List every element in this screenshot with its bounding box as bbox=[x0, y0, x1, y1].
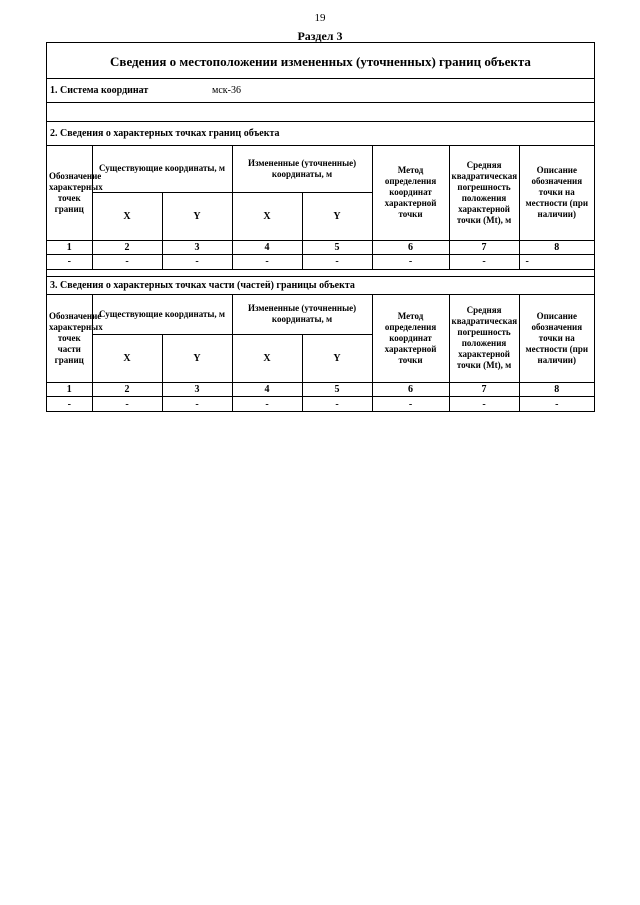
block3-header-point-designation: Обозначение характерных точек части границ bbox=[47, 295, 92, 383]
block2-table bbox=[47, 146, 594, 270]
block2-column-number: 7 bbox=[449, 240, 519, 254]
block2-header-y-existing: Y bbox=[162, 192, 232, 240]
block3-column-numbers-row bbox=[47, 383, 594, 397]
section-title: Раздел 3 bbox=[297, 29, 343, 43]
block3-header-existing-coords: Существующие координаты, м bbox=[92, 295, 232, 335]
block2-column-number: 2 bbox=[92, 240, 162, 254]
block3-column-number: 1 bbox=[47, 383, 92, 397]
table-cell: - bbox=[162, 397, 232, 412]
section-frame bbox=[46, 42, 595, 412]
block3-header-description: Описание обозначения точки на местности (при наличии) bbox=[519, 295, 594, 383]
coordinate-system-value: мск-36 bbox=[212, 85, 241, 96]
block3-header-error: Средняя квадратическая погрешность положения характерной точки (Mt), м bbox=[449, 295, 519, 383]
block2-header-existing-coords: Существующие координаты, м bbox=[92, 146, 232, 192]
block2-header-changed-coords: Измененные (уточненные) координаты, м bbox=[232, 146, 372, 192]
block3-header-method: Метод определения координат характерной точки bbox=[372, 295, 449, 383]
block2-header-x-existing: X bbox=[92, 192, 162, 240]
block3-column-number: 8 bbox=[519, 383, 594, 397]
table-cell: - bbox=[162, 254, 232, 269]
block2-title: 2. Сведения о характерных точках границ объекта bbox=[47, 122, 594, 146]
table-cell: - bbox=[449, 397, 519, 412]
table-cell: - bbox=[92, 254, 162, 269]
table-cell: - bbox=[302, 397, 372, 412]
block2-column-number: 5 bbox=[302, 240, 372, 254]
block2-header-error: Средняя квадратическая погрешность положения характерной точки (Mt), м bbox=[449, 146, 519, 240]
block3-column-number: 5 bbox=[302, 383, 372, 397]
table-cell: - bbox=[232, 397, 302, 412]
block2-column-number: 1 bbox=[47, 240, 92, 254]
table-cell: - bbox=[519, 254, 594, 269]
table-cell: - bbox=[232, 254, 302, 269]
block2-header-y-changed: Y bbox=[302, 192, 372, 240]
table-cell: - bbox=[47, 254, 92, 269]
block3-header-changed-coords: Измененные (уточненные) координаты, м bbox=[232, 295, 372, 335]
block3-table bbox=[47, 295, 594, 412]
section-heading: Сведения о местоположении измененных (уточненных) границ объекта bbox=[47, 43, 594, 79]
page-number: 19 bbox=[314, 12, 326, 24]
table-row bbox=[47, 397, 594, 412]
spacer bbox=[47, 270, 594, 277]
block3-column-number: 6 bbox=[372, 383, 449, 397]
block2-header-description: Описание обозначения точки на местности (при наличии) bbox=[519, 146, 594, 240]
block2-header-x-changed: X bbox=[232, 192, 302, 240]
table-row bbox=[47, 254, 594, 269]
block2-column-number: 8 bbox=[519, 240, 594, 254]
spacer bbox=[47, 103, 594, 122]
block3-column-number: 4 bbox=[232, 383, 302, 397]
table-cell: - bbox=[519, 397, 594, 412]
block3-title: 3. Сведения о характерных точках части (частей) границы объекта bbox=[47, 277, 594, 295]
block3-header-y-changed: Y bbox=[302, 335, 372, 383]
block3-column-number: 3 bbox=[162, 383, 232, 397]
block2-header-point-designation: Обозначение характерных точек границ bbox=[47, 146, 92, 240]
table-cell: - bbox=[449, 254, 519, 269]
table-cell: - bbox=[47, 397, 92, 412]
table-cell: - bbox=[372, 397, 449, 412]
block3-header-x-existing: X bbox=[92, 335, 162, 383]
block2-column-number: 3 bbox=[162, 240, 232, 254]
coordinate-system-row bbox=[47, 79, 594, 103]
table-cell: - bbox=[372, 254, 449, 269]
block2-column-numbers-row bbox=[47, 240, 594, 254]
block3-header-x-changed: X bbox=[232, 335, 302, 383]
block3-column-number: 7 bbox=[449, 383, 519, 397]
table-cell: - bbox=[302, 254, 372, 269]
block2-column-number: 6 bbox=[372, 240, 449, 254]
block3-column-number: 2 bbox=[92, 383, 162, 397]
block3-header-y-existing: Y bbox=[162, 335, 232, 383]
table-cell: - bbox=[92, 397, 162, 412]
block2-header-method: Метод определения координат характерной точки bbox=[372, 146, 449, 240]
block2-column-number: 4 bbox=[232, 240, 302, 254]
coordinate-system-label: 1. Система координат bbox=[50, 85, 149, 96]
